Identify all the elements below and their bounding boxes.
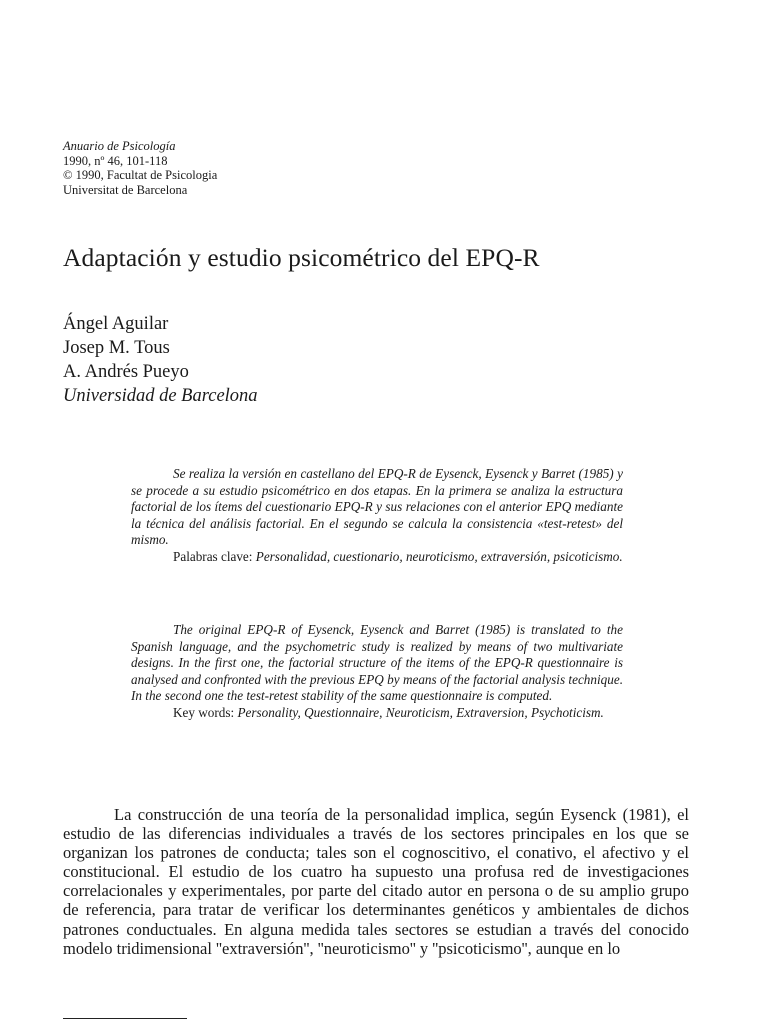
journal-name: Anuario de Psicología bbox=[63, 139, 176, 153]
abstract-spanish bbox=[131, 466, 623, 566]
keywords-list: Personalidad, cuestionario, neuroticismo, extraversión, psicoticismo. bbox=[255, 548, 623, 564]
abstract-english-text: The original EPQ-R of Eysenck, Eysenck and Barret (1985) is translated to the Spanish language, and the psychometric study is realized by means of two multivariate designs. In the first one, the factorial structure of the items of the EPQ-R questionnaire is analysed and confronted with the previous EPQ by means of the factorial analysis technique. In the second one the test-retest stability of the same questionnaire is computed. bbox=[131, 622, 623, 704]
author-affiliation: Universidad de Barcelona bbox=[63, 386, 258, 406]
journal-copyright: © 1990, Facultat de Psicologia bbox=[63, 168, 218, 182]
journal-university: Universitat de Barcelona bbox=[63, 182, 188, 197]
author-name: Josep M. Tous bbox=[63, 338, 170, 358]
keywords-label: Palabras clave: bbox=[173, 548, 253, 564]
author-name: A. Andrés Pueyo bbox=[63, 362, 189, 382]
author-block bbox=[63, 312, 258, 408]
keywords-spanish bbox=[131, 549, 623, 566]
keywords-label: Key words: bbox=[173, 704, 235, 720]
journal-info bbox=[63, 139, 217, 197]
keywords-english bbox=[131, 705, 623, 722]
article-title: Adaptación y estudio psicométrico del EPQ-R bbox=[63, 243, 540, 272]
author-name: Ángel Aguilar bbox=[63, 314, 169, 334]
abstract-english bbox=[131, 622, 623, 722]
abstract-spanish-text: Se realiza la versión en castellano del EPQ-R de Eysenck, Eysenck y Barret (1985) y se procede a su estudio psicométrico en dos etapas. En la primera se analiza la estructura factorial de los ítems del cuestionario EPQ-R y sus relaciones con el anterior EPQ mediante la técnica del análisis factorial. En el segundo se calcula la consistencia «test-retest» del mismo. bbox=[131, 466, 623, 548]
journal-issue: 1990, nº 46, 101-118 bbox=[63, 153, 168, 168]
footnote-rule bbox=[63, 1018, 187, 1019]
body-paragraph: La construcción de una teoría de la personalidad implica, según Eysenck (1981), el estudio de las diferencias individuales a través de los sectores principales en los que se organizan los patrones de conducta; tales son el cognoscitivo, el conativo, el afectivo y el constitucional. El estudio de los cuatro ha supuesto una profusa red de investigaciones correlacionales y experimentales, por parte del citado autor en persona o de su amplio grupo de referencia, para tratar de verificar los determinantes genéticos y ambientales de dichos patrones conductuales. En alguna medida tales sectores se estudian a través del conocido modelo tridimensional ''extraversión'', ''neuroticismo'' y ''psicoticismo'', aunque en lo bbox=[63, 805, 689, 958]
keywords-list: Personality, Questionnaire, Neuroticism, Extraversion, Psychoticism. bbox=[237, 704, 604, 720]
